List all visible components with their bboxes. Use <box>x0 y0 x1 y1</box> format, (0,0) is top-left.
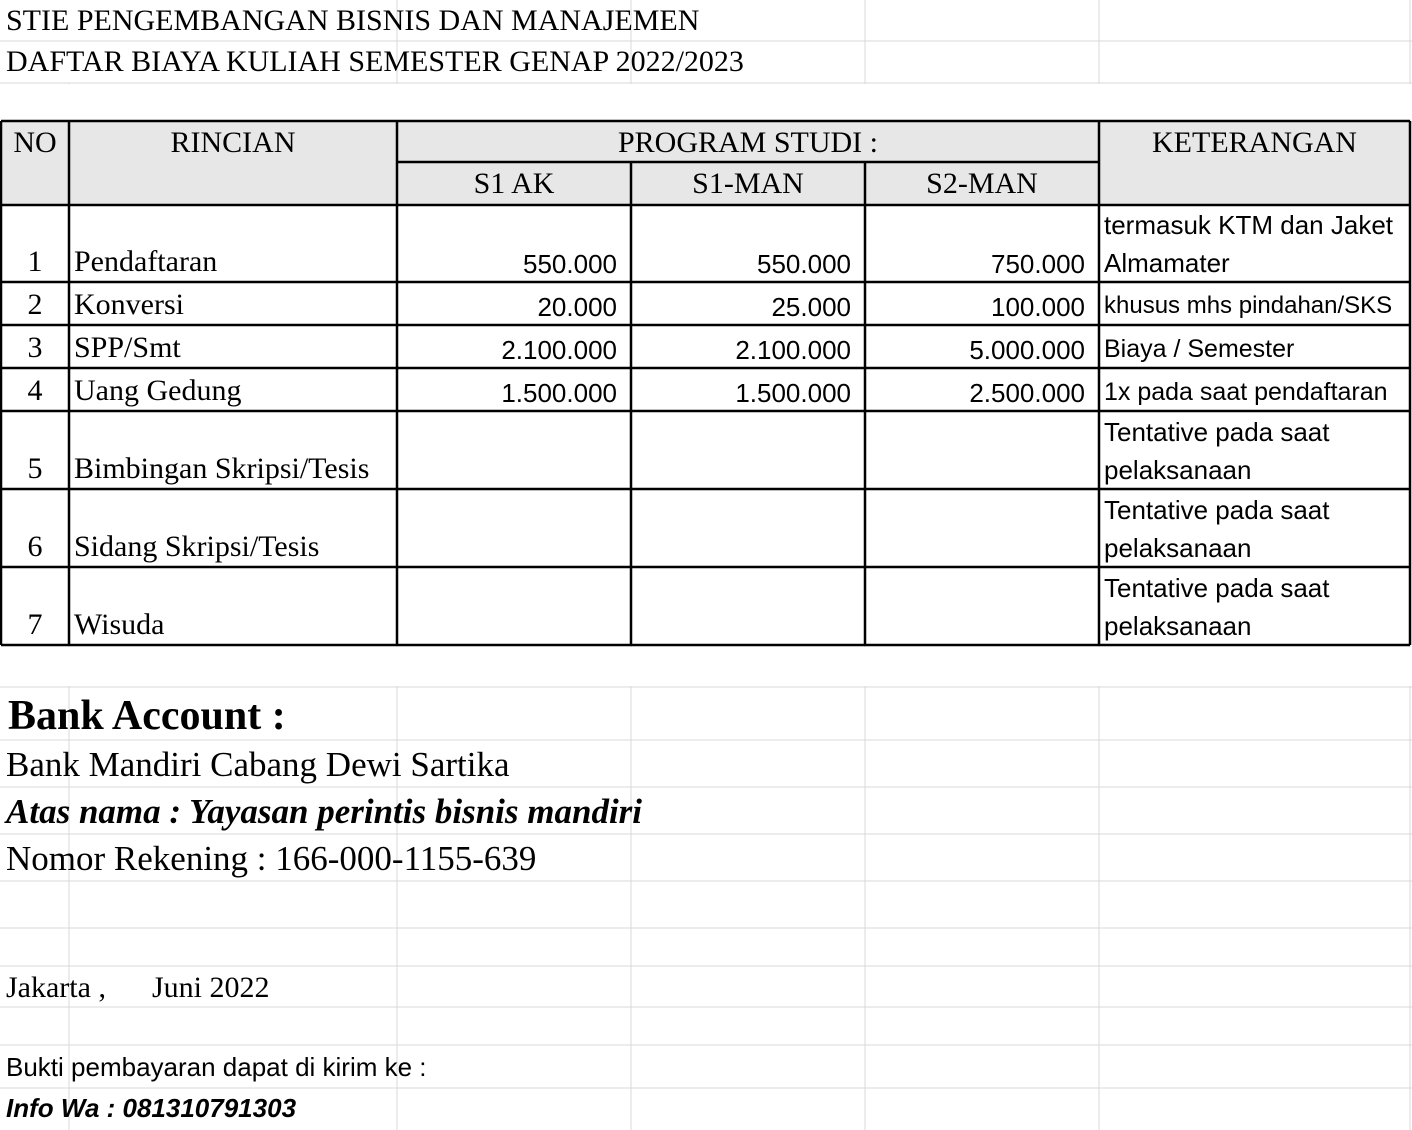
header-s2-man: S2-MAN <box>926 167 1038 200</box>
document-title: DAFTAR BIAYA KULIAH SEMESTER GENAP 2022/2023 <box>6 45 744 78</box>
row-3-keterangan: Biaya / Semester <box>1104 335 1295 363</box>
row-1-s1-ak: 550.000 <box>523 249 617 279</box>
row-6-keterangan: Tentative pada saat pelaksanaan <box>1104 495 1330 563</box>
row-7-keterangan: Tentative pada saat pelaksanaan <box>1104 573 1330 641</box>
row-1-keterangan: termasuk KTM dan Jaket Almamater <box>1104 210 1393 278</box>
payment-proof-note: Bukti pembayaran dapat di kirim ke : <box>6 1052 427 1082</box>
header-s1-man: S1-MAN <box>692 167 804 200</box>
row-2-s2-man: 100.000 <box>991 292 1085 322</box>
row-2-s1-ak: 20.000 <box>537 292 617 322</box>
header-program-studi: PROGRAM STUDI : <box>617 126 879 159</box>
footer-date: Juni 2022 <box>152 971 270 1004</box>
row-1-s1-man: 550.000 <box>757 249 851 279</box>
row-2-rincian: Konversi <box>74 288 184 321</box>
row-2-keterangan: khusus mhs pindahan/SKS <box>1104 292 1393 319</box>
institution-name: STIE PENGEMBANGAN BISNIS DAN MANAJEMEN <box>6 4 700 37</box>
account-name: Atas nama : Yayasan perintis bisnis mandiri <box>6 792 643 831</box>
row-2-s1-man: 25.000 <box>771 292 851 322</box>
info-wa-contact: Info Wa : 081310791303 <box>6 1093 297 1123</box>
header-keterangan: KETERANGAN <box>1152 126 1357 159</box>
row-3-rincian: SPP/Smt <box>74 331 181 364</box>
footer-city: Jakarta , <box>6 971 106 1004</box>
row-3-s1-ak: 2.100.000 <box>501 335 617 365</box>
row-5-rincian: Bimbingan Skripsi/Tesis <box>74 452 370 485</box>
row-7-no: 7 <box>27 608 43 641</box>
row-4-s2-man: 2.500.000 <box>969 378 1085 408</box>
header-rincian: RINCIAN <box>170 126 296 159</box>
bank-name: Bank Mandiri Cabang Dewi Sartika <box>6 745 510 784</box>
row-7-rincian: Wisuda <box>74 608 165 641</box>
bank-account-title: Bank Account : <box>8 693 286 739</box>
row-4-s1-man: 1.500.000 <box>735 378 851 408</box>
header-no: NO <box>13 126 57 159</box>
row-1-no: 1 <box>27 245 43 278</box>
row-3-s1-man: 2.100.000 <box>735 335 851 365</box>
row-1-s2-man: 750.000 <box>991 249 1085 279</box>
row-1-rincian: Pendaftaran <box>74 245 218 278</box>
row-3-s2-man: 5.000.000 <box>969 335 1085 365</box>
row-6-no: 6 <box>27 530 43 563</box>
header-s1-ak: S1 AK <box>473 167 555 200</box>
row-5-keterangan: Tentative pada saat pelaksanaan <box>1104 417 1330 485</box>
row-3-no: 3 <box>27 331 43 364</box>
row-4-rincian: Uang Gedung <box>74 374 242 407</box>
row-4-no: 4 <box>27 374 43 407</box>
row-4-s1-ak: 1.500.000 <box>501 378 617 408</box>
row-4-keterangan: 1x pada saat pendaftaran <box>1104 378 1388 406</box>
row-2-no: 2 <box>27 288 43 321</box>
row-6-rincian: Sidang Skripsi/Tesis <box>74 530 320 563</box>
account-number: Nomor Rekening : 166-000-1155-639 <box>6 839 537 878</box>
row-5-no: 5 <box>27 452 43 485</box>
